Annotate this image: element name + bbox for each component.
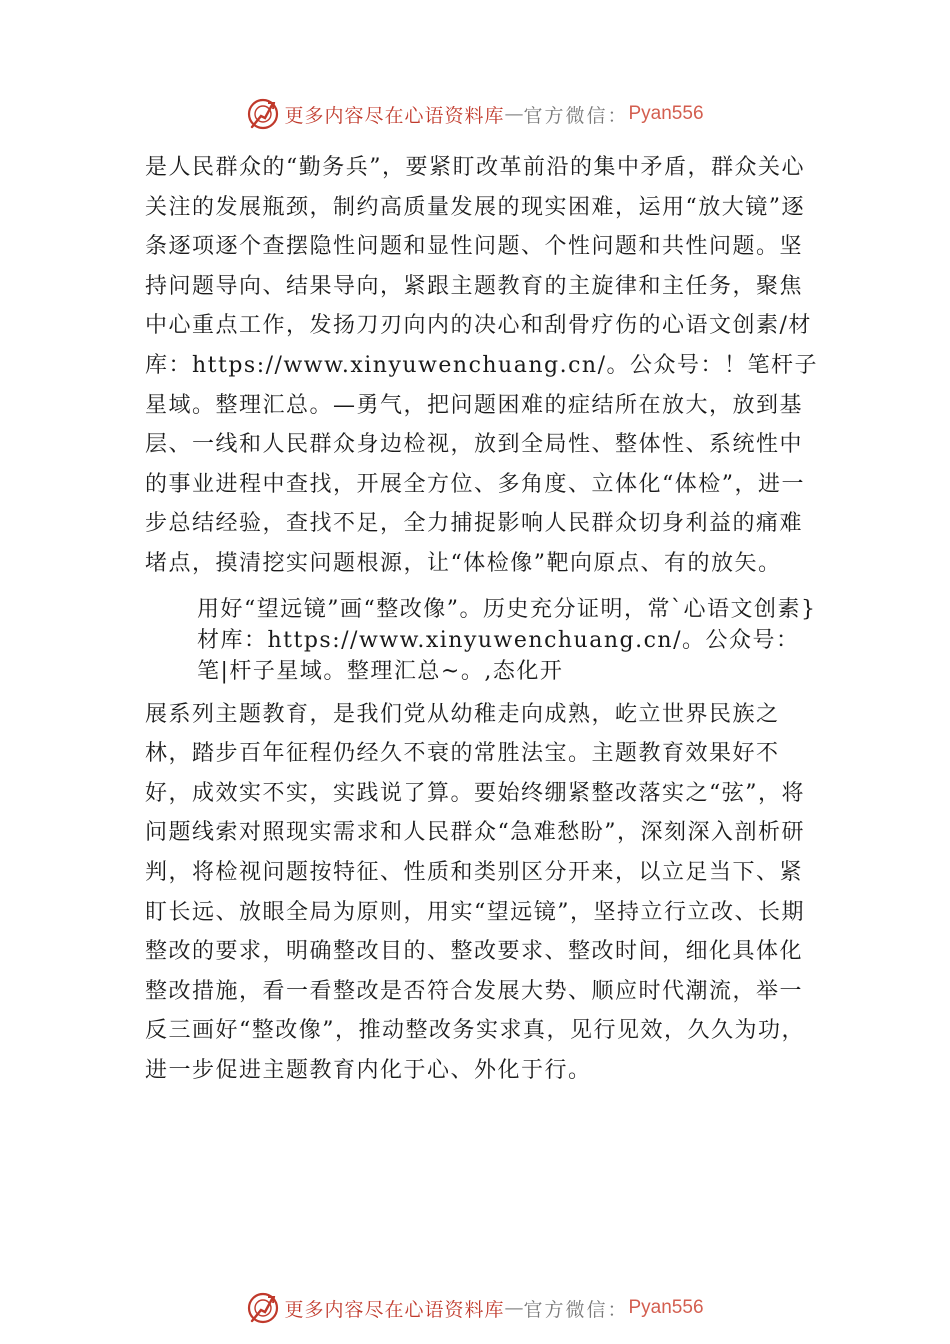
footer-subtitle: 官方微信： <box>523 1298 629 1321</box>
page-footer <box>0 1288 950 1328</box>
page-header <box>0 94 950 134</box>
footer-brand-text: 更多内容尽在心语资料库 <box>284 1298 505 1321</box>
paragraph-1: 是人民群众的“勤务兵”，要紧盯改革前沿的集中矛盾，群众关心关注的发展瓶颈，制约高质量发展的现实困难，运用“放大镜”逐条逐项逐个查摆隐性问题和显性问题、个性问题和共性问题。坚持问题导向、结果导向，紧跟主题教育的主旋律和主任务，聚焦中心重点工作，发扬刀刃向内的决心和刮骨疗伤的心语文创素/材库：https://www.xinyuwenchuang.cn/。公众号：！笔杆子星域。整理汇总。—勇气，把问题困难的症结所在放大，放到基层、一线和人民群众身边检视，放到全局性、整体性、系统性中的事业进程中查找，开展全方位、多角度、立体化“体检”，进一步总结经验，查找不足，全力捕捉影响人民群众切身利益的痛难堵点，摸清挖实问题根源，让“体检像”靶向原点、有的放矢。 <box>145 155 818 576</box>
footer-brand <box>246 1291 703 1325</box>
document-body <box>145 148 825 1090</box>
header-brand-text: 更多内容尽在心语资料库 <box>284 104 505 127</box>
header-brand <box>246 97 703 131</box>
paragraph-3: 展系列主题教育，是我们党从幼稚走向成熟，屹立世界民族之林，踏步百年征程仍经久不衰的常胜法宝。主题教育效果好不好，成效实不实，实践说了算。要始终绷紧整改落实之“弦”，将问题线索对照现实需求和人民群众“急难愁盼”，深刻深入剖析研判，将检视问题按特征、性质和类别区分开来，以立足当下、紧盯长远、放眼全局为原则，用实“望远镜”，坚持立行立改、长期整改的要求，明确整改目的、整改要求、整改时间，细化具体化整改措施，看一看整改是否符合发展大势、顺应时代潮流，举一反三画好“整改像”，推动整改务实求真，见行见效，久久为功，进一步促进主题教育内化于心、外化于行。 <box>145 701 805 1083</box>
header-separator: — <box>504 103 524 125</box>
footer-separator: — <box>504 1297 524 1319</box>
header-subtitle: 官方微信： <box>523 104 629 127</box>
footer-logo-icon <box>246 1291 280 1325</box>
paragraph-2: 用好“望远镜”画“整改像”。历史充分证明，常`心语文创素}材库：https://www.xinyuwenchuang.cn/。公众号：笔|杆子星域。整理汇总~。,态化开 <box>197 596 817 684</box>
header-logo-icon <box>246 97 280 131</box>
footer-account-id: Pyan556 <box>628 1297 704 1318</box>
header-account-id: Pyan556 <box>628 103 704 124</box>
